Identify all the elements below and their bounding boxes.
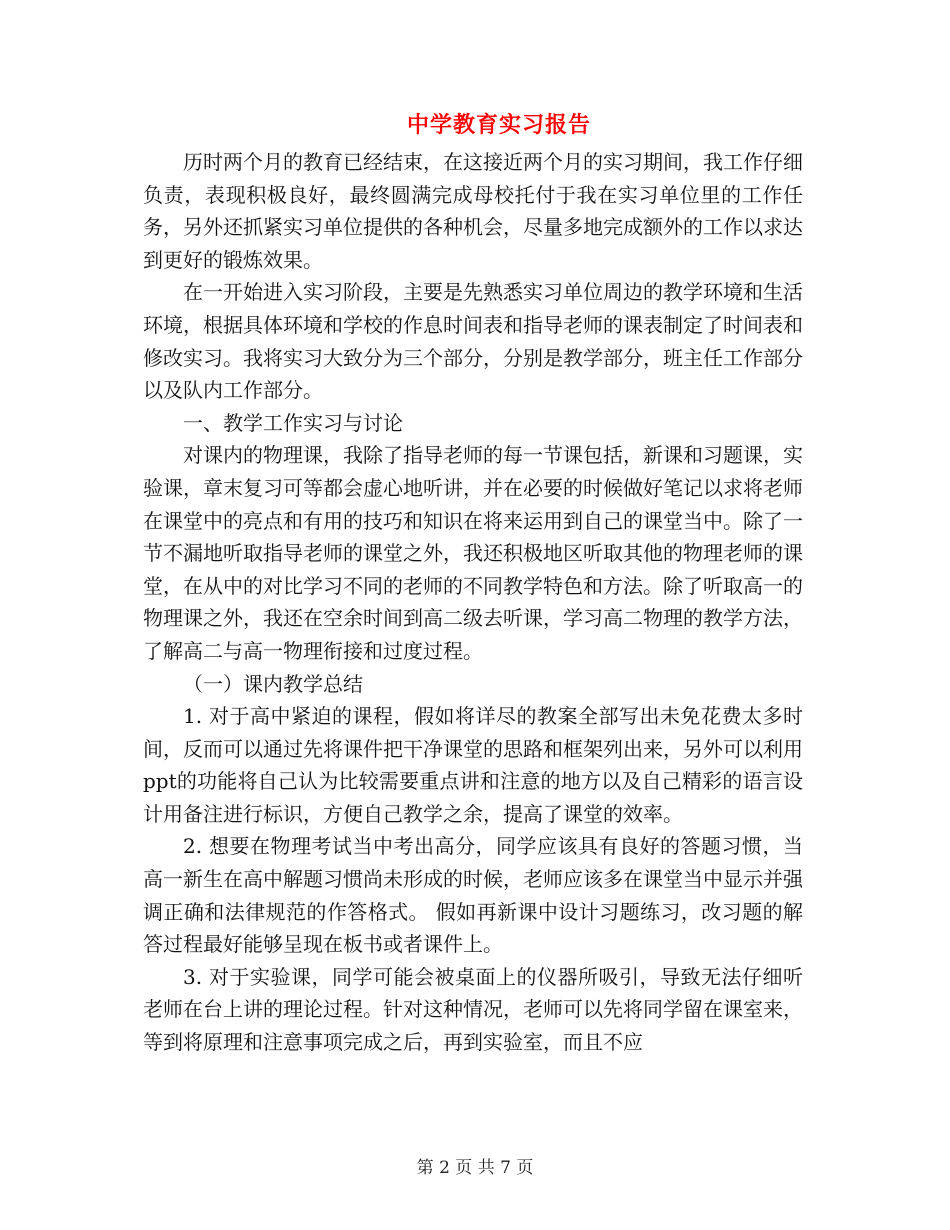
paragraph-point-1: 1. 对于高中紧迫的课程，假如将详尽的教案全部写出未免花费太多时间，反而可以通过先将课件把干净课堂的思路和框架列出来，另外可以利用ppt的功能将自己认为比较需要重点讲和注意的地方以及自己精彩的语言设计用备注进行标识，方便自己教学之余，提高了课堂的效率。	[143, 704, 803, 826]
paragraph-observation: 对课内的物理课，我除了指导老师的每一节课包括，新课和习题课，实验课，章末复习可等都会虚心地听讲，并在必要的时候做好笔记以求将老师在课堂中的亮点和有用的技巧和知识在将来运用到自己的课堂当中。除了一节不漏地听取指导老师的课堂之外，我还积极地区听取其他的物理老师的课堂，在从中的对比学习不同的老师的不同教学特色和方法。除了听取高一的物理课之外，我还在空余时间到高二级去听课，学习高二物理的教学方法，了解高二与高一物理衔接和过度过程。	[143, 443, 803, 663]
paragraph-arrangement: 在一开始进入实习阶段，主要是先熟悉实习单位周边的教学环境和生活环境，根据具体环境和学校的作息时间表和指导老师的课表制定了时间表和修改实习。我将实习大致分为三个部分，分别是教学部分，班主任工作部分以及队内工作部分。	[143, 280, 803, 403]
document-body	[143, 146, 803, 1059]
subsection-heading-summary: （一）课内教学总结	[183, 671, 363, 696]
page-number-footer: 第 2 页 共 7 页	[416, 1158, 534, 1178]
paragraph-point-2: 2. 想要在物理考试当中考出高分，同学应该具有良好的答题习惯，当高一新生在高中解题习惯尚未形成的时候，老师应该多在课堂当中显示并强调正确和法律规范的作答格式。 假如再新课中设计习题练习，改习题的解答过程最好能够呈现在板书或者课件上。	[143, 834, 803, 957]
document-title: 中学教育实习报告	[406, 112, 591, 138]
paragraph-intro: 历时两个月的教育已经结束，在这接近两个月的实习期间，我工作仔细负责，表现积极良好，最终圆满完成母校托付于我在实习单位里的工作任务，另外还抓紧实习单位提供的各种机会，尽量多地完成额外的工作以求达到更好的锻炼效果。	[143, 150, 803, 272]
section-heading-teaching: 一、教学工作实习与讨论	[183, 410, 403, 435]
paragraph-point-3: 3. 对于实验课，同学可能会被桌面上的仪器所吸引，导致无法仔细听老师在台上讲的理论过程。针对这种情况，老师可以先将同学留在课室来，等到将原理和注意事项完成之后，再到实验室，而且不应	[143, 964, 803, 1055]
